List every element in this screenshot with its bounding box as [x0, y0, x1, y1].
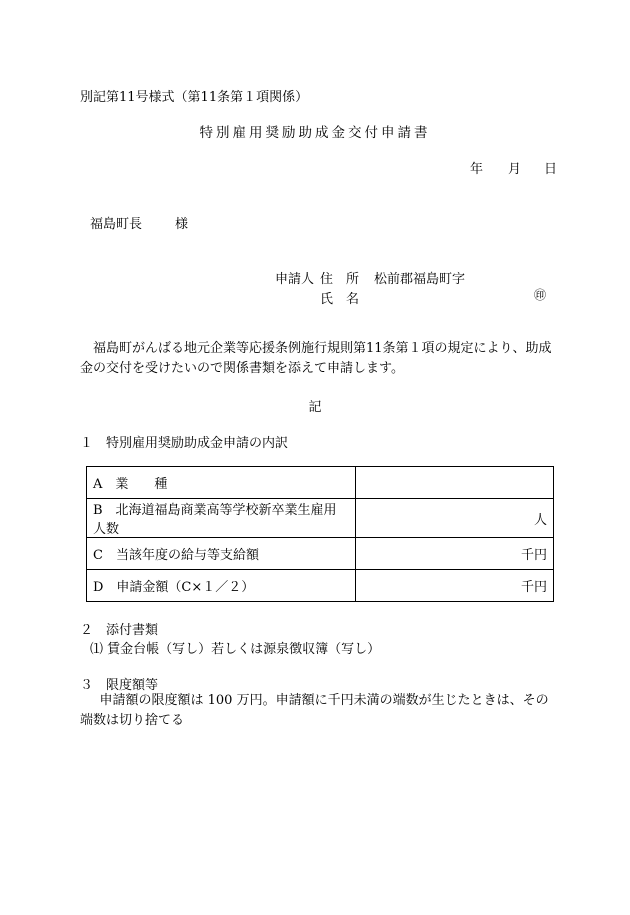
- section-1-heading: １ 特別雇用奨励助成金申請の内訳: [80, 436, 289, 451]
- table-row: [87, 499, 554, 538]
- addressee-name: 福島町長: [90, 217, 143, 232]
- table-row: [87, 570, 554, 602]
- row-value-cell: [356, 467, 554, 499]
- ki-heading: 記: [308, 400, 322, 415]
- row-label: A 業 種: [87, 467, 356, 499]
- date-year-label: 年: [470, 162, 484, 177]
- table-row: [87, 538, 554, 570]
- address-value: 松前郡福島町字: [374, 272, 466, 287]
- breakdown-table: [86, 466, 554, 602]
- row-label: C 当該年度の給与等支給額: [87, 538, 356, 570]
- date-month-label: 月: [508, 162, 522, 177]
- addressee: [90, 213, 189, 232]
- row-value-cell: 千円: [356, 570, 554, 602]
- row-value-cell: 千円: [356, 538, 554, 570]
- row-value-cell: 人: [356, 499, 554, 538]
- seal-mark: ㊞: [534, 288, 547, 302]
- section-3-heading: ３ 限度額等: [80, 678, 159, 693]
- row-label: B 北海道福島商業高等学校新卒業生雇用人数: [87, 499, 356, 538]
- document-title: 特別雇用奨励助成金交付申請書: [199, 125, 431, 141]
- name-label: 氏 名: [320, 292, 360, 307]
- limit-text: 申請額の限度額は 100 万円。申請額に千円未満の端数が生じたときは、その端数は切り捨てる: [80, 693, 549, 728]
- address-label: 住 所: [320, 272, 360, 287]
- form-identifier: 別記第11号様式（第11条第１項関係）: [80, 90, 309, 105]
- section-2-heading: ２ 添付書類: [80, 623, 159, 638]
- row-label: D 申請金額（C×１／２）: [87, 570, 356, 602]
- body-paragraph: 福島町がんばる地元企業等応援条例施行規則第11条第１項の規定により、助成金の交付を受けたいので関係書類を添えて申請します。: [80, 341, 552, 376]
- attachment-item: ⑴ 賃金台帳（写し）若しくは源泉徴収簿（写し）: [90, 642, 381, 657]
- date-day-label: 日: [544, 162, 558, 177]
- addressee-honorific: 様: [175, 217, 189, 232]
- applicant-label: 申請人: [275, 272, 315, 287]
- table-row: [87, 467, 554, 499]
